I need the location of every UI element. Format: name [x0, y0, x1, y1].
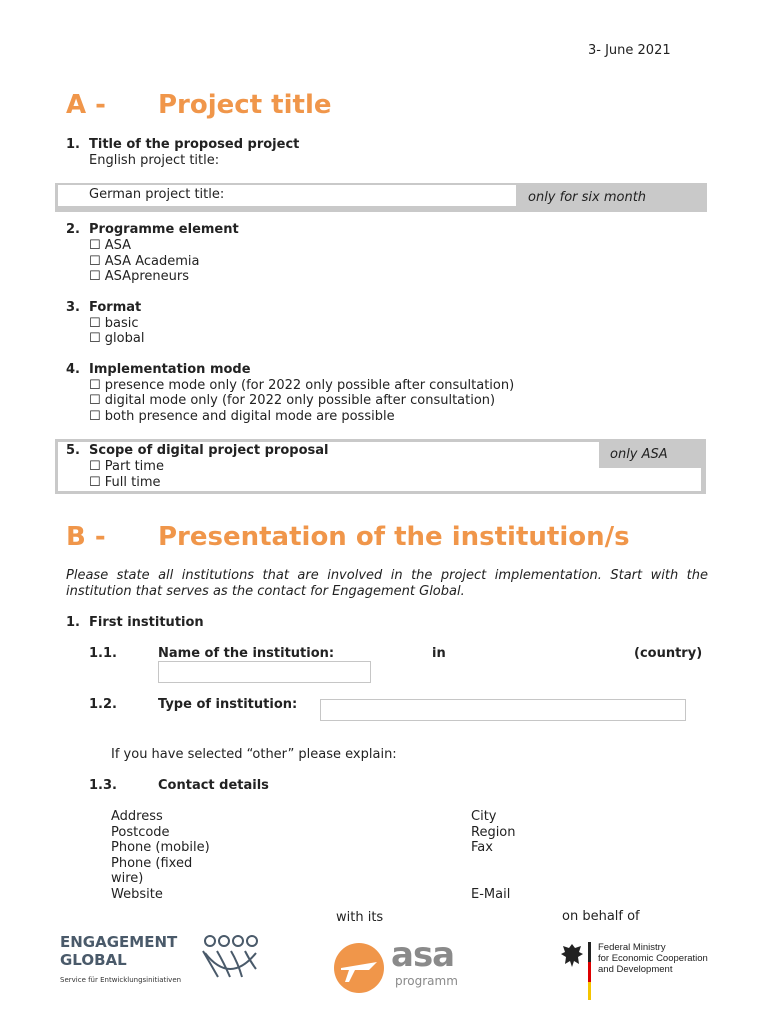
with-its-text: with its [336, 910, 384, 925]
section-a-letter: A - [66, 90, 106, 120]
checkbox-digital-mode[interactable]: ☐ digital mode only (for 2022 only possible after consultation) [89, 393, 496, 408]
q1-title: Title of the proposed project [89, 137, 300, 152]
bmz-logo [560, 942, 720, 1002]
asa-plane-icon [333, 942, 385, 994]
section-a-title: Project title [158, 90, 332, 120]
checkbox-asapreneurs[interactable]: ☐ ASApreneurs [89, 269, 189, 284]
checkbox-asa[interactable]: ☐ ASA [89, 238, 132, 253]
only-asa-note: only ASA [610, 447, 668, 462]
eg-line1: ENGAGEMENT [60, 933, 178, 951]
institution-type-select[interactable] [320, 699, 686, 721]
on-behalf-text: on behalf of [562, 909, 640, 924]
checkbox-presence-mode[interactable]: ☐ presence mode only (for 2022 only possible after consultation) [89, 378, 515, 393]
asa-programm-text: programm [395, 974, 458, 988]
eg-subtitle: Service für Entwicklungsinitiativen [60, 976, 182, 984]
phone-fixed-label-cont: wire) [111, 871, 144, 886]
q1-num: 1. [66, 137, 80, 152]
postcode-label: Postcode [111, 824, 170, 840]
first-institution-title: First institution [89, 615, 204, 630]
section-b-title: Presentation of the institution/s [158, 522, 630, 552]
s13-num: 1.3. [89, 778, 117, 793]
in-label: in [432, 646, 446, 661]
website-label: Website [111, 886, 163, 902]
section-b-intro: Please state all institutions that are involved in the project implementation. Start with the institution that serves as the contact for Engagement Global. [66, 568, 708, 599]
checkbox-part-time[interactable]: ☐ Part time [89, 459, 164, 474]
q2-title: Programme element [89, 222, 239, 237]
fax-label: Fax [471, 840, 493, 855]
q3-num: 3. [66, 300, 80, 315]
bmz-line2: for Economic Cooperation [598, 953, 708, 964]
page-date: 3- June 2021 [588, 43, 671, 58]
federal-eagle-icon [560, 942, 584, 968]
country-label: (country) [634, 646, 703, 661]
region-label: Region [471, 824, 516, 840]
engagement-global-logo [60, 933, 260, 991]
q4-num: 4. [66, 362, 80, 377]
city-label: City [471, 809, 497, 824]
flag-black [588, 942, 591, 962]
checkbox-both-modes[interactable]: ☐ both presence and digital mode are possible [89, 409, 395, 424]
bmz-line3: and Development [598, 964, 673, 975]
checkbox-global[interactable]: ☐ global [89, 331, 145, 346]
bmz-text [598, 942, 708, 975]
six-month-note: only for six month [528, 190, 647, 205]
eg-line2: GLOBAL [60, 951, 127, 969]
contact-right-column [471, 809, 516, 856]
contact-details-label: Contact details [158, 778, 269, 793]
asa-wordmark: asa [391, 935, 455, 975]
s11-num: 1.1. [89, 646, 117, 661]
phone-fixed-label: Phone (fixed [111, 855, 193, 871]
checkbox-full-time[interactable]: ☐ Full time [89, 475, 161, 490]
german-title-label: German project title: [89, 187, 225, 202]
s12-num: 1.2. [89, 697, 117, 712]
institution-name-label: Name of the institution: [158, 646, 335, 661]
checkbox-asa-academia[interactable]: ☐ ASA Academia [89, 254, 200, 269]
first-institution-num: 1. [66, 615, 80, 630]
q4-title: Implementation mode [89, 362, 251, 377]
asa-programm-logo [333, 935, 473, 994]
bmz-line1: Federal Ministry [598, 942, 666, 953]
q3-title: Format [89, 300, 142, 315]
q5-num: 5. [66, 443, 80, 458]
other-explain-label: If you have selected “other” please explain: [111, 747, 397, 762]
email-label: E-Mail [471, 887, 511, 902]
flag-red [588, 962, 591, 982]
checkbox-basic[interactable]: ☐ basic [89, 316, 139, 331]
section-b-letter: B - [66, 522, 106, 552]
address-label: Address [111, 809, 163, 824]
q2-num: 2. [66, 222, 80, 237]
institution-name-input[interactable] [158, 661, 371, 683]
english-title-label: English project title: [89, 153, 220, 168]
q5-title: Scope of digital project proposal [89, 443, 329, 458]
institution-type-label: Type of institution: [158, 697, 298, 712]
flag-gold [588, 982, 591, 1000]
phone-mobile-label: Phone (mobile) [111, 840, 210, 855]
people-icon [200, 933, 260, 983]
contact-left-column [111, 809, 210, 902]
